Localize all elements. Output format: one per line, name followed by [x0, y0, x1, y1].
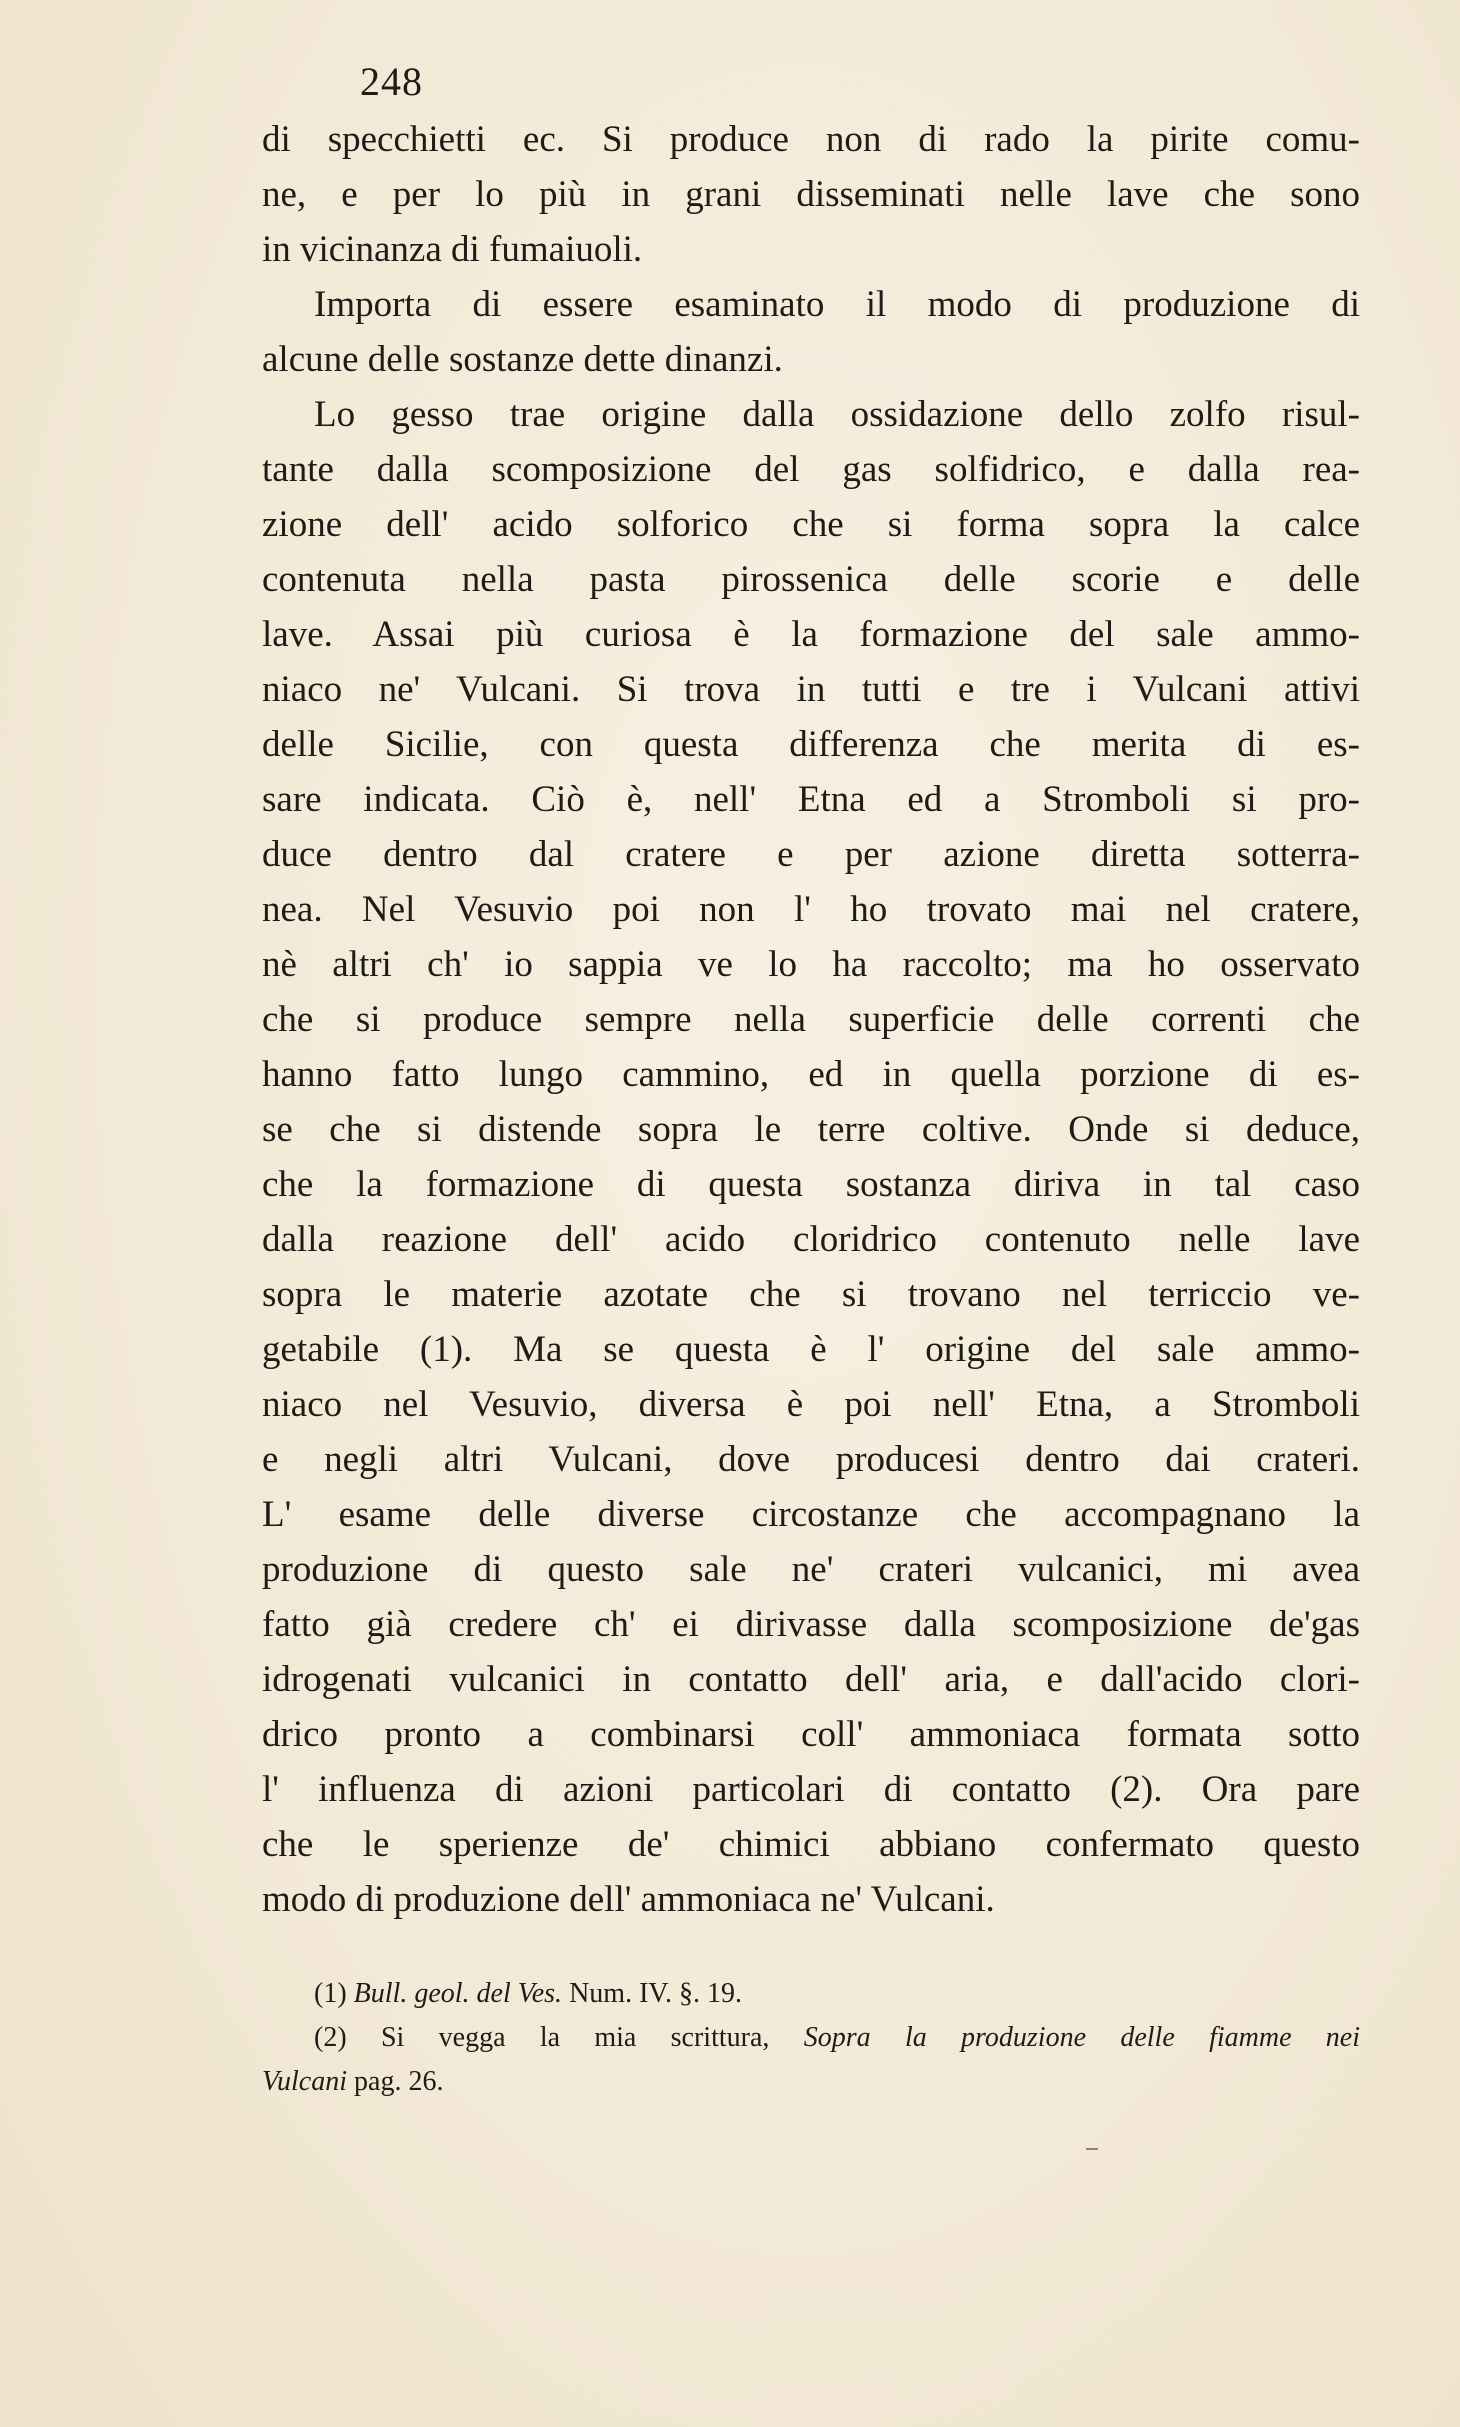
text-line: sopra le materie azotate che si trovano nel terriccio ve- — [262, 1274, 1360, 1315]
text-line: che le sperienze de' chimici abbiano confermato questo — [262, 1824, 1360, 1865]
footnote-1 — [262, 1972, 1360, 2016]
footnote-2-marker: (2) — [314, 2022, 347, 2053]
footnote-1-source: Bull. geol. del Ves. — [353, 1978, 563, 2009]
text-line: che la formazione di questa sostanza diriva in tal caso — [262, 1164, 1360, 1205]
text-line: modo di produzione dell' ammoniaca ne' Vulcani. — [262, 1879, 995, 1920]
page-number: 248 — [360, 59, 423, 104]
text-line: se che si distende sopra le terre coltive. Onde si deduce, — [262, 1109, 1360, 1150]
footnote-1-marker: (1) — [314, 1978, 347, 2009]
body-text — [262, 112, 1360, 1927]
text-line: getabile (1). Ma se questa è l' origine del sale ammo- — [262, 1329, 1360, 1370]
footnote-2-lead: Si vegga la mia scrittura, — [380, 2022, 770, 2053]
text-line: e negli altri Vulcani, dove producesi dentro dai crateri. — [262, 1439, 1360, 1480]
text-line: idrogenati vulcanici in contatto dell' aria, e dall'acido clori- — [262, 1659, 1360, 1700]
text-line: sare indicata. Ciò è, nell' Etna ed a Stromboli si pro- — [262, 779, 1360, 820]
text-line: niaco ne' Vulcani. Si trova in tutti e tre i Vulcani attivi — [262, 669, 1360, 710]
text-line: che si produce sempre nella superficie delle correnti che — [262, 999, 1360, 1040]
text-line: ne, e per lo più in grani disseminati nelle lave che sono — [262, 174, 1360, 215]
text-line: nè altri ch' io sappia ve lo ha raccolto; ma ho osservato — [262, 944, 1360, 985]
paragraph-start-line: Lo gesso trae origine dalla ossidazione dello zolfo risul- — [314, 394, 1360, 435]
text-line: drico pronto a combinarsi coll' ammoniaca formata sotto — [262, 1714, 1360, 1755]
text-line: dalla reazione dell' acido cloridrico contenuto nelle lave — [262, 1219, 1360, 1260]
footnote-2-title-cont: Vulcani — [262, 2066, 348, 2097]
text-line: hanno fatto lungo cammino, ed in quella porzione di es- — [262, 1054, 1360, 1095]
text-line: produzione di questo sale ne' crateri vulcanici, mi avea — [262, 1549, 1360, 1590]
text-line: tante dalla scomposizione del gas solfidrico, e dalla rea- — [262, 449, 1360, 490]
text-line: contenuta nella pasta pirossenica delle scorie e delle — [262, 559, 1360, 600]
text-line: lave. Assai più curiosa è la formazione del sale ammo- — [262, 614, 1360, 655]
text-line: delle Sicilie, con questa differenza che merita di es- — [262, 724, 1360, 765]
text-line: in vicinanza di fumaiuoli. — [262, 229, 643, 270]
footnote-1-reference: Num. IV. §. 19. — [569, 1978, 742, 2009]
footnote-2-title: Sopra la produzione delle fiamme nei — [803, 2022, 1361, 2053]
stray-print-mark — [1086, 2148, 1098, 2150]
text-line: l' influenza di azioni particolari di contatto (2). Ora pare — [262, 1769, 1360, 1810]
text-line: duce dentro dal cratere e per azione diretta sotterra- — [262, 834, 1360, 875]
text-line: nea. Nel Vesuvio poi non l' ho trovato mai nel cratere, — [262, 889, 1360, 930]
paragraph-start-line: Importa di essere esaminato il modo di produzione di — [314, 284, 1360, 325]
footnote-2-page: pag. 26. — [354, 2066, 444, 2097]
text-line: fatto già credere ch' ei dirivasse dalla scomposizione de'gas — [262, 1604, 1360, 1645]
text-line: L' esame delle diverse circostanze che accompagnano la — [262, 1494, 1360, 1535]
text-line: niaco nel Vesuvio, diversa è poi nell' Etna, a Stromboli — [262, 1384, 1360, 1425]
text-line: di specchietti ec. Si produce non di rado la pirite comu- — [262, 119, 1360, 160]
footnote-2 — [262, 2016, 1360, 2060]
text-line: zione dell' acido solforico che si forma sopra la calce — [262, 504, 1360, 545]
text-line: alcune delle sostanze dette dinanzi. — [262, 339, 783, 380]
footnote-2-continuation — [262, 2060, 1360, 2104]
footnotes — [262, 1972, 1360, 2104]
